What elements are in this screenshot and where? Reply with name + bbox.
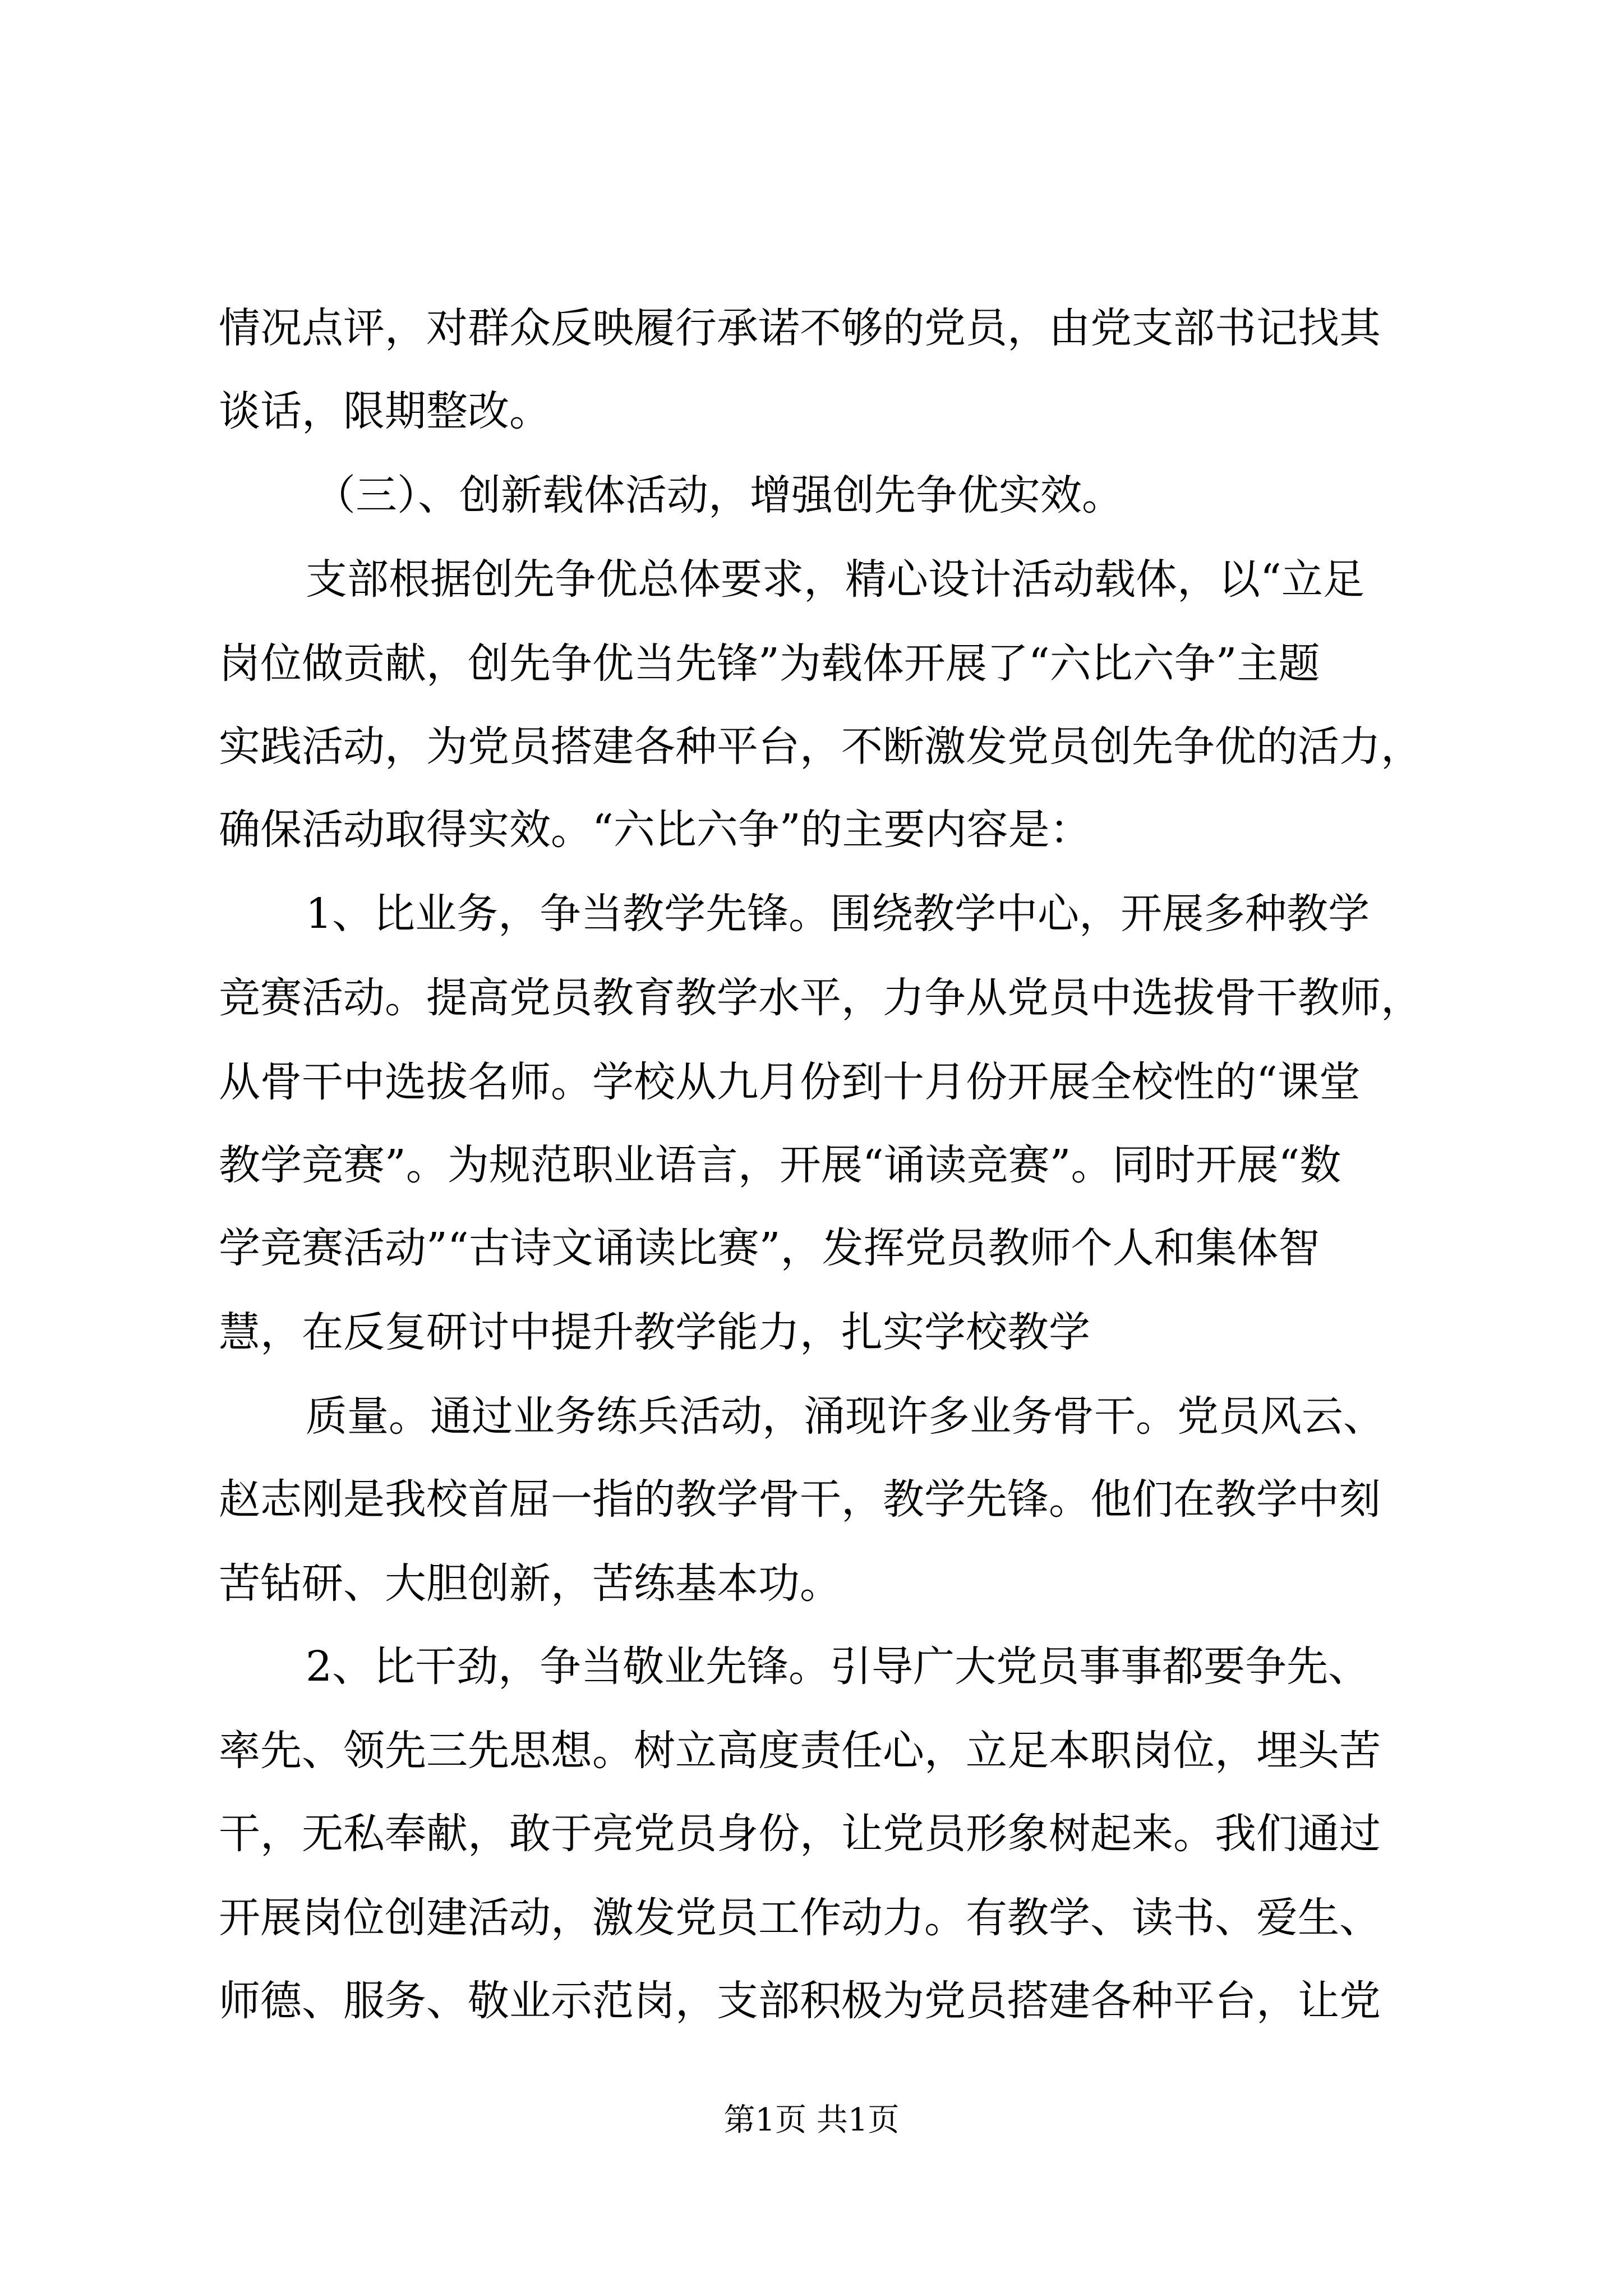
body-line: 赵志刚是我校首屈一指的教学骨干，教学先锋。他们在教学中刻 [219, 1475, 1381, 1524]
body-line: 苦钻研、大胆创新，苦练基本功。 [219, 1559, 841, 1608]
section-heading: （三）、创新载体活动，增强创先争优实效。 [314, 471, 1123, 519]
body-line: 干，无私奉献，敢于亮党员身份，让党员形象树起来。我们通过 [219, 1810, 1381, 1858]
body-line: 教学竞赛”。为规范职业语言，开展“诵读竞赛”。同时开展“数 [219, 1141, 1341, 1189]
body-line: 开展岗位创建活动，激发党员工作动力。有教学、读书、爱生、 [219, 1894, 1381, 1942]
body-line: 率先、领先三先思想。树立高度责任心，立足本职岗位，埋头苦 [219, 1727, 1381, 1775]
body-line: 实践活动，为党员搭建各种平台，不断激发党员创先争优的活力， [219, 723, 1422, 771]
paragraph-first-line: 2、比干劲，争当敬业先锋。引导广大党员事事都要争先、 [306, 1642, 1370, 1691]
body-line: 岗位做贡献，创先争优当先锋”为载体开展了“六比六争”主题 [219, 639, 1320, 688]
body-line: 情况点评，对群众反映履行承诺不够的党员，由党支部书记找其 [219, 304, 1381, 352]
body-line: 学竞赛活动”“古诗文诵读比赛”，发挥党员教师个人和集体智 [219, 1224, 1320, 1272]
paragraph-first-line: 支部根据创先争优总体要求，精心设计活动载体，以“立足 [306, 555, 1364, 604]
paragraph-first-line: 1、比业务，争当教学先锋。围绕教学中心，开展多种教学 [306, 890, 1370, 938]
paragraph-first-line: 质量。通过业务练兵活动，涌现许多业务骨干。党员风云、 [306, 1392, 1385, 1441]
body-line: 慧，在反复研讨中提升教学能力，扎实学校教学 [219, 1308, 1090, 1356]
page-footer: 第1页 共1页 [723, 2102, 900, 2138]
body-line: 谈话，限期整改。 [219, 387, 551, 435]
body-line: 师德、服务、敬业示范岗，支部积极为党员搭建各种平台，让党 [219, 1977, 1381, 2025]
body-line: 竞赛活动。提高党员教育教学水平，力争从党员中选拔骨干教师， [219, 974, 1422, 1022]
body-line: 从骨干中选拔名师。学校从九月份到十月份开展全校性的“课堂 [219, 1058, 1361, 1106]
body-line: 确保活动取得实效。“六比六争”的主要内容是： [219, 806, 1091, 854]
